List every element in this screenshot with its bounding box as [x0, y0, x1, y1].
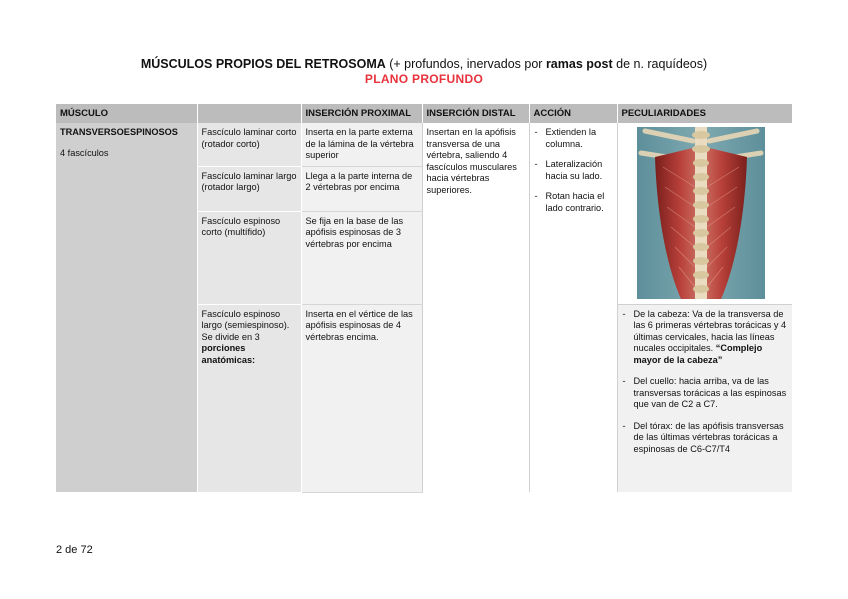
- peculiarity-text: Del tórax: de las apófisis transversas de las últimas vértebras torácicas a espinosas de C6-C7/T4: [633, 420, 784, 454]
- title-middle: (+ profundos, inervados por: [385, 57, 546, 71]
- page-subtitle: PLANO PROFUNDO: [364, 72, 484, 86]
- page-title: [0, 57, 848, 72]
- proximal-insertion: Se fija en la base de las apófisis espinosas de 3 vértebras por encima: [301, 211, 422, 304]
- action-item: - Lateralización hacia su lado.: [534, 159, 613, 182]
- peculiarity-text: Del cuello: hacia arriba, va de las transversas torácicas a las espinosas que van de C2 a C7.: [633, 376, 787, 409]
- muscle-table: [56, 104, 792, 493]
- header-accion: ACCIÓN: [529, 104, 617, 123]
- fascicle-name-text: Fascículo espinoso largo (semiespinoso). Se divide en 3: [201, 308, 290, 342]
- header-musculo: MÚSCULO: [56, 104, 197, 123]
- muscle-note: 4 fascículos: [60, 147, 109, 158]
- proximal-insertion: Inserta en el vértice de las apófisis espinosas de 4 vértebras encima.: [301, 304, 422, 492]
- table-header-row: [56, 104, 792, 123]
- action-item: - Rotan hacia el lado contrario.: [534, 191, 613, 214]
- header-insercion-proximal: INSERCIÓN PROXIMAL: [301, 104, 422, 123]
- proximal-insertion: Inserta en la parte externa de la lámina de la vértebra superior: [301, 123, 422, 166]
- fascicle-name: Fascículo espinoso corto (multífido): [197, 211, 301, 304]
- muscle-name: TRANSVERSOESPINOSOS: [60, 127, 178, 137]
- header-peculiaridades: PECULIARIDADES: [617, 104, 792, 123]
- peculiarity-item: [622, 421, 789, 456]
- fascicle-name: [197, 304, 301, 492]
- fascicle-name: Fascículo laminar largo (rotador largo): [197, 166, 301, 211]
- title-end: de n. raquídeos): [612, 57, 708, 71]
- peculiarity-text: De la cabeza: Va de la transversa de las 6 primeras vértebras torácicas y 4 últimas cervicales, hacia las líneas nucales occipitales.: [633, 308, 787, 353]
- peculiarity-item: [622, 309, 789, 367]
- header-empty: [197, 104, 301, 123]
- peculiarity-item: [622, 376, 789, 411]
- peculiarities-cell: [617, 304, 792, 492]
- action-cell: [529, 123, 617, 492]
- image-cell: [617, 123, 792, 304]
- proximal-insertion: Llega a la parte interna de 2 vértebras por encima: [301, 166, 422, 211]
- title-bold: MÚSCULOS PROPIOS DEL RETROSOMA: [140, 57, 386, 71]
- table-row: [56, 123, 792, 166]
- peculiarity-bold: “Complejo mayor de la cabeza”: [633, 343, 763, 365]
- muscle-cell: [56, 123, 197, 492]
- header-insercion-distal: INSERCIÓN DISTAL: [422, 104, 529, 123]
- page-number: 2 de 72: [56, 544, 93, 556]
- fascicle-name-bold: porciones anatómicas:: [201, 343, 256, 365]
- fascicle-name: Fascículo laminar corto (rotador corto): [197, 123, 301, 166]
- title-bold-2: ramas post: [545, 57, 613, 71]
- action-item: - Extienden la columna.: [534, 127, 613, 150]
- spine-muscle-illustration-icon: [637, 127, 765, 299]
- distal-insertion: Insertan en la apófisis transversa de una vértebra, saliendo 4 fascículos musculares hacia vértebras superiores.: [422, 123, 529, 492]
